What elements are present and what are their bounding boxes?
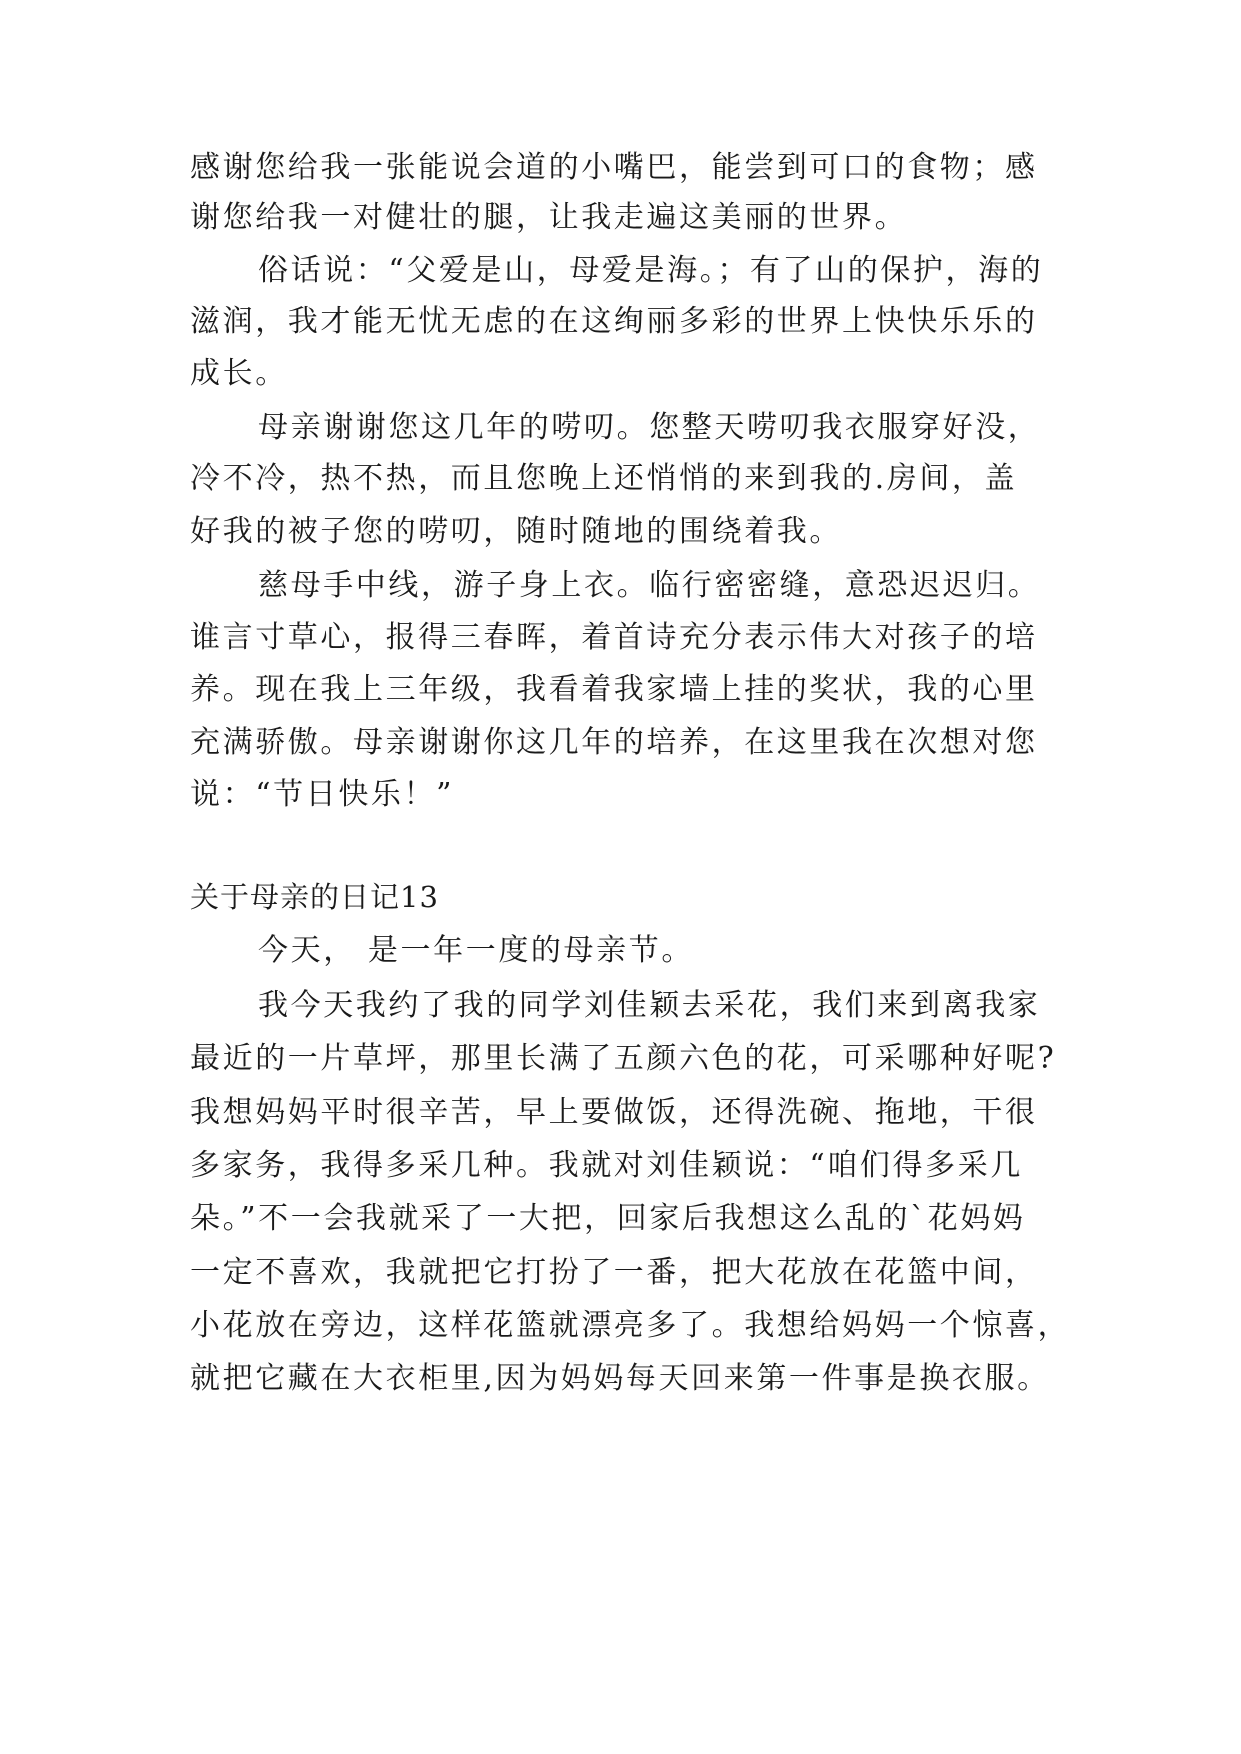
- text-line: 小花放在旁边，这样花篮就漂亮多了。我想给妈妈一个惊喜，: [190, 1308, 1071, 1343]
- text-line: 就把它藏在大衣柜里,因为妈妈每天回来第一件事是换衣服。: [190, 1361, 1050, 1396]
- text-line: 滋润，我才能无忧无虑的在这绚丽多彩的世界上快快乐乐的: [190, 304, 1038, 339]
- text-line: 多家务，我得多采几种。我就对刘佳颖说：“咱们得多采几: [190, 1148, 1023, 1183]
- paragraph-start: 母亲谢谢您这几年的唠叨。您整天唠叨我衣服穿好没，: [258, 410, 1041, 445]
- text-line: 成长。: [190, 356, 288, 391]
- paragraph-start: 慈母手中线，游子身上衣。临行密密缝，意恐迟迟归。: [258, 568, 1041, 603]
- paragraph-start: 今天， 是一年一度的母亲节。: [258, 933, 694, 968]
- text-line: 我想妈妈平时很辛苦，早上要做饭，还得洗碗、拖地，干很: [190, 1095, 1038, 1130]
- text-line: 感谢您给我一张能说会道的小嘴巴，能尝到可口的食物；感: [190, 150, 1038, 185]
- paragraph-start: 我今天我约了我的同学刘佳颖去采花，我们来到离我家: [258, 988, 1041, 1023]
- section-title: 关于母亲的日记13: [190, 880, 439, 914]
- text-line: 一定不喜欢，我就把它打扮了一番，把大花放在花篮中间，: [190, 1255, 1038, 1290]
- text-line: 说：“节日快乐！”: [190, 777, 455, 812]
- text-line: 最近的一片草坪，那里长满了五颜六色的花，可采哪种好呢?: [190, 1041, 1057, 1076]
- text-line: 谢您给我一对健壮的腿，让我走遍这美丽的世界。: [190, 200, 908, 235]
- paragraph-start: 俗话说：“父爱是山，母爱是海。；有了山的保护，海的: [258, 253, 1044, 288]
- text-line: 养。现在我上三年级，我看着我家墙上挂的奖状，我的心里: [190, 672, 1038, 707]
- text-line: 谁言寸草心，报得三春晖，着首诗充分表示伟大对孩子的培: [190, 620, 1038, 655]
- text-line: 充满骄傲。母亲谢谢你这几年的培养，在这里我在次想对您: [190, 725, 1038, 760]
- text-line: 朵。”不一会我就采了一大把，回家后我想这么乱的`花妈妈: [190, 1201, 1026, 1236]
- text-line: 好我的被子您的唠叨，随时随地的围绕着我。: [190, 514, 842, 549]
- text-line: 冷不冷，热不热，而且您晚上还悄悄的来到我的.房间，盖: [190, 461, 1018, 496]
